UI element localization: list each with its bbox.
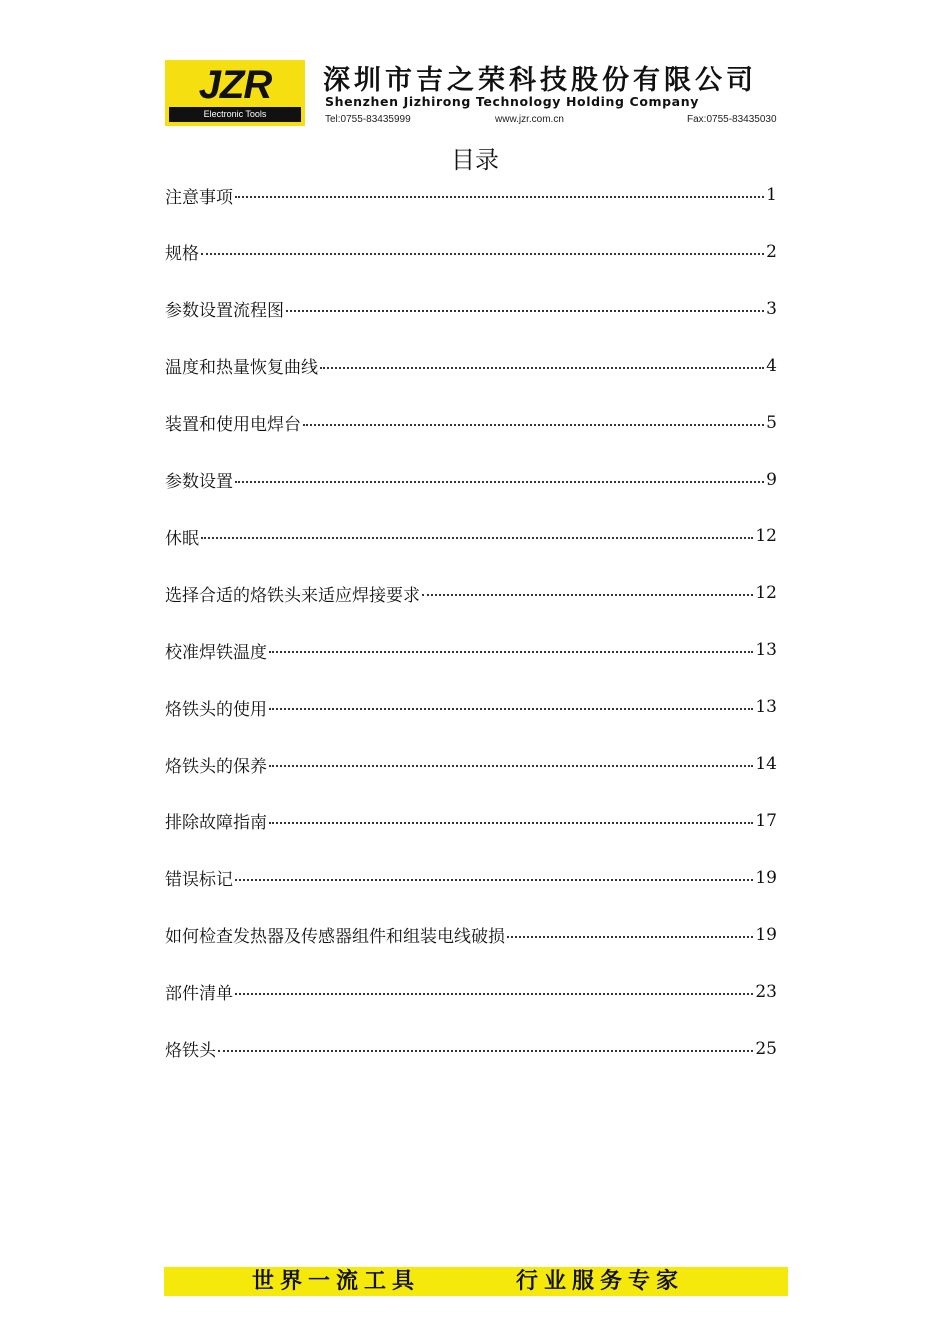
toc-entry-page: 12 bbox=[755, 526, 777, 547]
toc-dot-leader bbox=[201, 253, 764, 255]
toc-entry[interactable] bbox=[165, 410, 777, 436]
toc-entry-label: 休眠 bbox=[165, 528, 199, 549]
toc-dot-leader bbox=[320, 367, 764, 369]
toc-entry[interactable] bbox=[165, 523, 777, 549]
toc-entry-label: 烙铁头 bbox=[165, 1041, 216, 1061]
toc-entry[interactable] bbox=[165, 637, 777, 663]
toc-entry-label: 烙铁头的使用 bbox=[165, 699, 267, 720]
toc-entry[interactable] bbox=[165, 865, 777, 891]
toc-entry-label: 烙铁头的保养 bbox=[165, 756, 267, 777]
toc-entry-page: 9 bbox=[766, 469, 777, 490]
footer-slogan-bar bbox=[164, 1267, 788, 1296]
toc-dot-leader bbox=[269, 651, 753, 653]
toc-entry[interactable] bbox=[165, 353, 777, 379]
logo-subtitle: Electronic Tools bbox=[169, 107, 301, 122]
company-name-cn: 深圳市吉之荣科技股份有限公司 bbox=[323, 65, 757, 96]
toc-dot-leader bbox=[269, 765, 753, 767]
company-name-en: Shenzhen Jizhirong Technology Holding Company bbox=[325, 94, 699, 109]
toc-dot-leader bbox=[303, 424, 764, 426]
toc-entry-label: 温度和热量恢复曲线 bbox=[165, 358, 318, 379]
toc-entry-label: 选择合适的烙铁头来适应焊接要求 bbox=[165, 585, 420, 606]
toc-entry-page: 19 bbox=[755, 867, 777, 888]
toc-entry-label: 校准焊铁温度 bbox=[165, 642, 267, 663]
toc-entry-page: 17 bbox=[755, 810, 777, 831]
toc-dot-leader bbox=[269, 822, 753, 824]
toc-entry-page: 1 bbox=[766, 185, 777, 205]
toc-entry-page: 4 bbox=[766, 355, 777, 376]
page-title: 目录 bbox=[451, 146, 499, 174]
letterhead bbox=[165, 58, 787, 130]
toc-entry-page: 12 bbox=[755, 583, 777, 604]
toc-entry[interactable] bbox=[165, 239, 777, 265]
toc-dot-leader bbox=[235, 196, 764, 198]
toc-entry-label: 规格 bbox=[165, 244, 199, 265]
toc-dot-leader bbox=[235, 879, 753, 881]
tel: Tel:0755-83435999 bbox=[325, 114, 411, 125]
toc-entry-page: 13 bbox=[755, 697, 777, 718]
toc-entry-page: 14 bbox=[755, 754, 777, 774]
toc-dot-leader bbox=[422, 594, 753, 596]
toc-entry-label: 参数设置 bbox=[165, 472, 233, 492]
website: www.jzr.com.cn bbox=[495, 114, 564, 125]
toc-entry-label: 装置和使用电焊台 bbox=[165, 415, 301, 436]
toc-entry-label: 注意事项 bbox=[165, 187, 233, 208]
toc-entry[interactable] bbox=[165, 979, 777, 1005]
toc-entry[interactable] bbox=[165, 467, 777, 493]
toc-entry[interactable] bbox=[165, 1036, 777, 1062]
toc-dot-leader bbox=[507, 936, 753, 938]
footer-slogan-left: 世界一流工具 bbox=[252, 1269, 421, 1294]
toc-dot-leader bbox=[235, 993, 753, 995]
toc-entry[interactable] bbox=[165, 694, 777, 720]
toc-dot-leader bbox=[235, 481, 764, 483]
toc-entry-label: 如何检查发热器及传感器组件和组装电线破损 bbox=[165, 927, 505, 948]
toc-entry-page: 2 bbox=[766, 241, 777, 262]
toc-entry[interactable] bbox=[165, 182, 777, 208]
toc-dot-leader bbox=[201, 537, 753, 539]
jzr-logo bbox=[165, 60, 305, 126]
toc-entry-page: 3 bbox=[766, 298, 777, 319]
toc-entry-label: 参数设置流程图 bbox=[165, 301, 284, 322]
toc-entry-page: 19 bbox=[755, 924, 777, 945]
toc-entry[interactable] bbox=[165, 580, 777, 606]
toc-entry[interactable] bbox=[165, 751, 777, 777]
toc-entry[interactable] bbox=[165, 808, 777, 834]
fax: Fax:0755-83435030 bbox=[687, 114, 777, 125]
toc-dot-leader bbox=[269, 708, 753, 710]
toc-entry-page: 13 bbox=[755, 640, 777, 661]
toc-entry[interactable] bbox=[165, 922, 777, 948]
toc-entry-page: 25 bbox=[755, 1038, 777, 1059]
toc-dot-leader bbox=[286, 310, 764, 312]
toc-entry-label: 排除故障指南 bbox=[165, 813, 267, 834]
toc-entry-label: 错误标记 bbox=[165, 870, 233, 891]
toc-entry-page: 5 bbox=[766, 412, 777, 433]
footer-slogan-right: 行业服务专家 bbox=[516, 1269, 685, 1294]
toc-entry[interactable] bbox=[165, 296, 777, 322]
logo-text: JZR bbox=[198, 63, 272, 107]
toc-dot-leader bbox=[218, 1050, 753, 1052]
toc-entry-label: 部件清单 bbox=[165, 984, 233, 1005]
toc-entry-page: 23 bbox=[755, 981, 777, 1002]
